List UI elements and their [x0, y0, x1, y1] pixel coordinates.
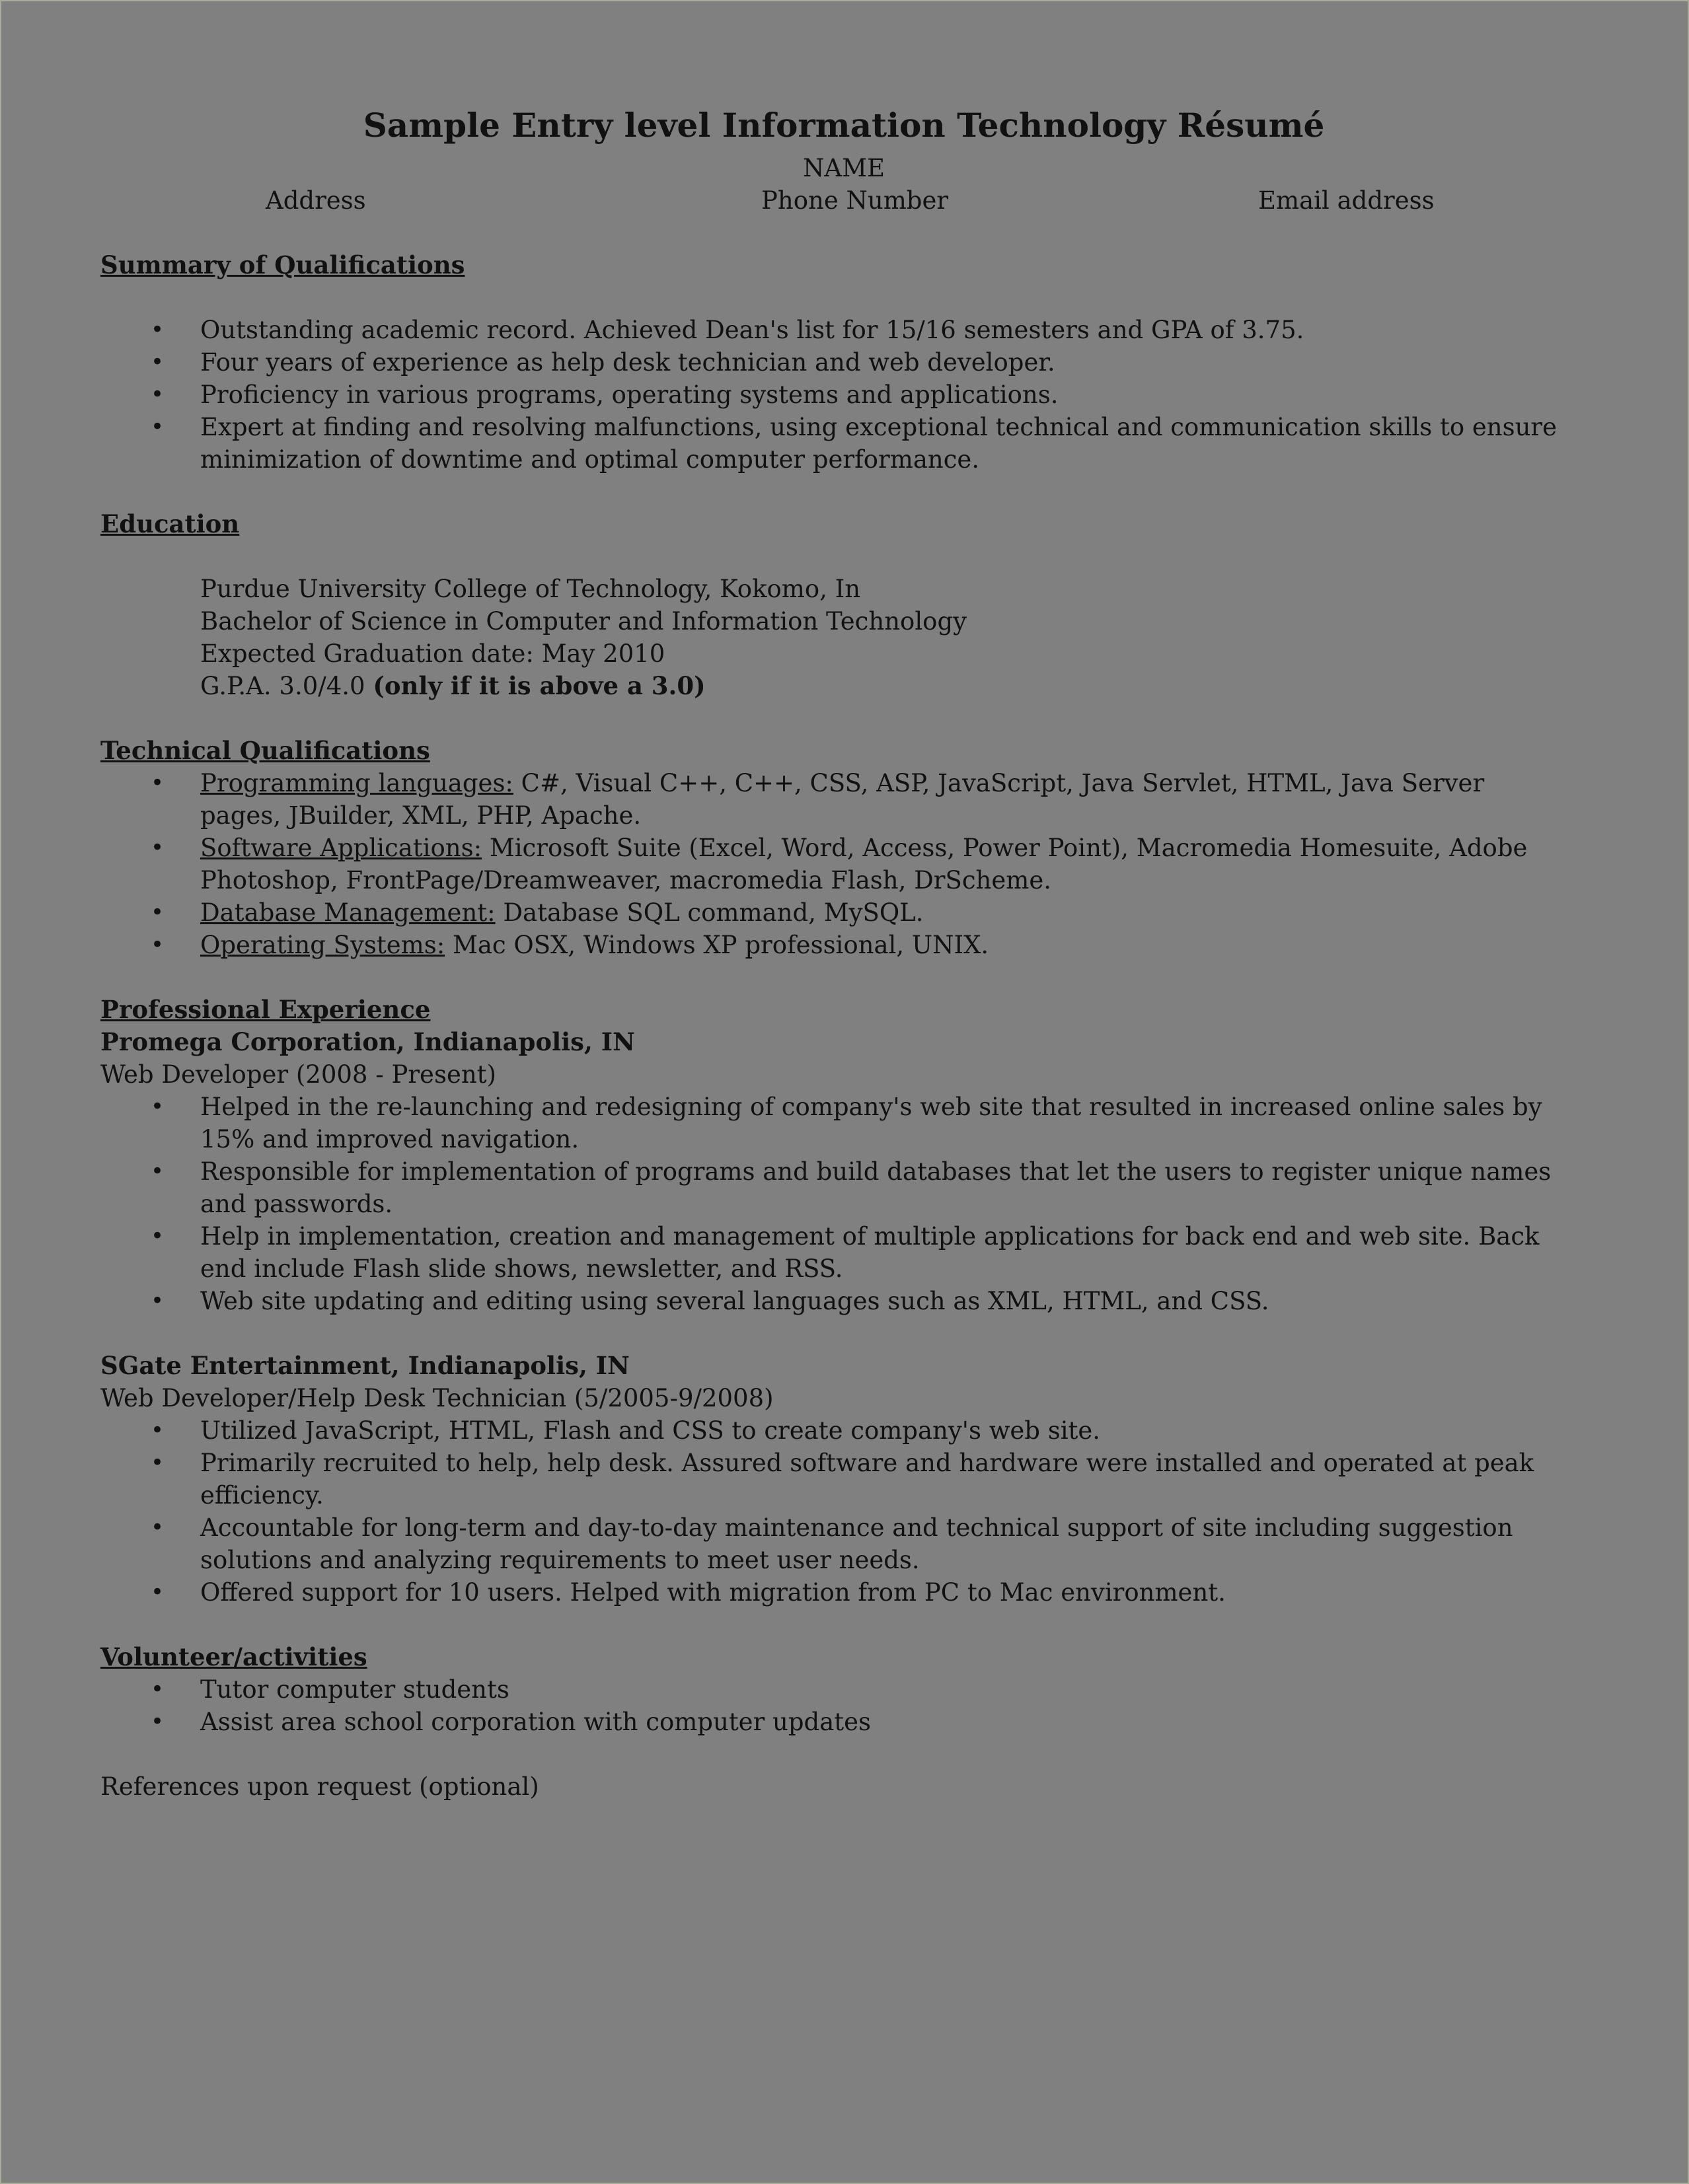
volunteer-item: • Assist area school corporation with computer updates: [100, 1706, 1587, 1738]
contact-row: [100, 184, 1587, 217]
technical-heading: Technical Qualifications: [100, 736, 430, 765]
technical-item-text: C#, Visual C++, C++, CSS, ASP, JavaScript, Java Servlet, HTML, Java Server pages, JBuilder, XML, PHP, Apache.: [200, 769, 1485, 830]
education-gpa: G.P.A. 3.0/4.0: [200, 672, 365, 700]
technical-item: [100, 929, 1587, 961]
summary-item: • Four years of experience as help desk technician and web developer.: [100, 346, 1587, 379]
technical-section: [100, 735, 1587, 961]
job-duty-item: • Help in implementation, creation and management of multiple applications for back end and web site. Back end include Flash slide shows, newsletter, and RSS.: [100, 1220, 1587, 1285]
job-duty-item: • Offered support for 10 users. Helped with migration from PC to Mac environment.: [100, 1576, 1587, 1609]
job-role: Web Developer/Help Desk Technician (5/2005-9/2008): [100, 1384, 774, 1412]
technical-item: [100, 832, 1587, 896]
summary-list: [100, 314, 1587, 476]
education-heading: Education: [100, 509, 240, 538]
technical-list: [100, 767, 1587, 961]
references-note: References upon request (optional): [100, 1772, 539, 1801]
education-school: Purdue University College of Technology, Kokomo, In: [200, 575, 861, 603]
technical-item-label: Database Management:: [200, 898, 496, 927]
contact-email: Email address: [1258, 186, 1435, 215]
job-duty-item: • Web site updating and editing using several languages such as XML, HTML, and CSS.: [100, 1285, 1587, 1317]
contact-name: NAME: [803, 154, 885, 182]
resume-document: [100, 99, 1587, 1803]
job-entry: [100, 1350, 1587, 1609]
experience-section: [100, 994, 1587, 1609]
job-duty-item: • Primarily recruited to help, help desk. Assured software and hardware were installed and operated at peak efficiency.: [100, 1447, 1587, 1511]
resume-title: Sample Entry level Information Technology Résumé: [363, 106, 1325, 145]
experience-heading: Professional Experience: [100, 995, 431, 1024]
job-company: Promega Corporation, Indianapolis, IN: [100, 1027, 635, 1056]
summary-heading: Summary of Qualifications: [100, 250, 465, 279]
job-duty-item: • Helped in the re-launching and redesigning of company's web site that resulted in increased online sales by 15% and improved navigation.: [100, 1091, 1587, 1155]
technical-item-label: Software Applications:: [200, 834, 482, 862]
contact-address: Address: [266, 186, 366, 215]
summary-item: • Outstanding academic record. Achieved Dean's list for 15/16 semesters and GPA of 3.75.: [100, 314, 1587, 346]
technical-item: [100, 767, 1587, 832]
education-degree: Bachelor of Science in Computer and Information Technology: [200, 607, 967, 636]
volunteer-section: [100, 1641, 1587, 1738]
job-duties-list: [100, 1414, 1587, 1609]
technical-item-text: Database SQL command, MySQL.: [495, 898, 924, 927]
education-graduation: Expected Graduation date: May 2010: [200, 639, 665, 668]
job-company: SGate Entertainment, Indianapolis, IN: [100, 1351, 630, 1380]
education-gpa-line: [100, 670, 1587, 702]
job-duty-item: • Accountable for long-term and day-to-day maintenance and technical support of site including suggestion solutions and analyzing requirements to meet user needs.: [100, 1511, 1587, 1576]
technical-item-text: Mac OSX, Windows XP professional, UNIX.: [445, 931, 989, 959]
summary-section: [100, 249, 1587, 476]
volunteer-list: [100, 1673, 1587, 1738]
technical-item-label: Programming languages:: [200, 769, 513, 797]
summary-item: • Proficiency in various programs, operating systems and applications.: [100, 379, 1587, 411]
job-duty-item: • Responsible for implementation of programs and build databases that let the users to register unique names and passwords.: [100, 1155, 1587, 1220]
technical-item: [100, 896, 1587, 929]
volunteer-item: • Tutor computer students: [100, 1673, 1587, 1706]
technical-item-label: Operating Systems:: [200, 931, 445, 959]
education-section: [100, 508, 1587, 702]
job-entry: [100, 1026, 1587, 1317]
education-gpa-note: (only if it is above a 3.0): [373, 671, 706, 700]
job-duty-item: • Utilized JavaScript, HTML, Flash and CSS to create company's web site.: [100, 1414, 1587, 1447]
technical-item-text: Microsoft Suite (Excel, Word, Access, Power Point), Macromedia Homesuite, Adobe Photoshop, FrontPage/Dreamweaver, macromedia Flash, DrScheme.: [200, 834, 1528, 894]
volunteer-heading: Volunteer/activities: [100, 1642, 367, 1671]
job-duties-list: [100, 1091, 1587, 1317]
job-role: Web Developer (2008 - Present): [100, 1060, 496, 1089]
summary-item: • Expert at finding and resolving malfunctions, using exceptional technical and communication skills to ensure minimization of downtime and optimal computer performance.: [100, 411, 1587, 476]
contact-phone: Phone Number: [761, 186, 949, 215]
